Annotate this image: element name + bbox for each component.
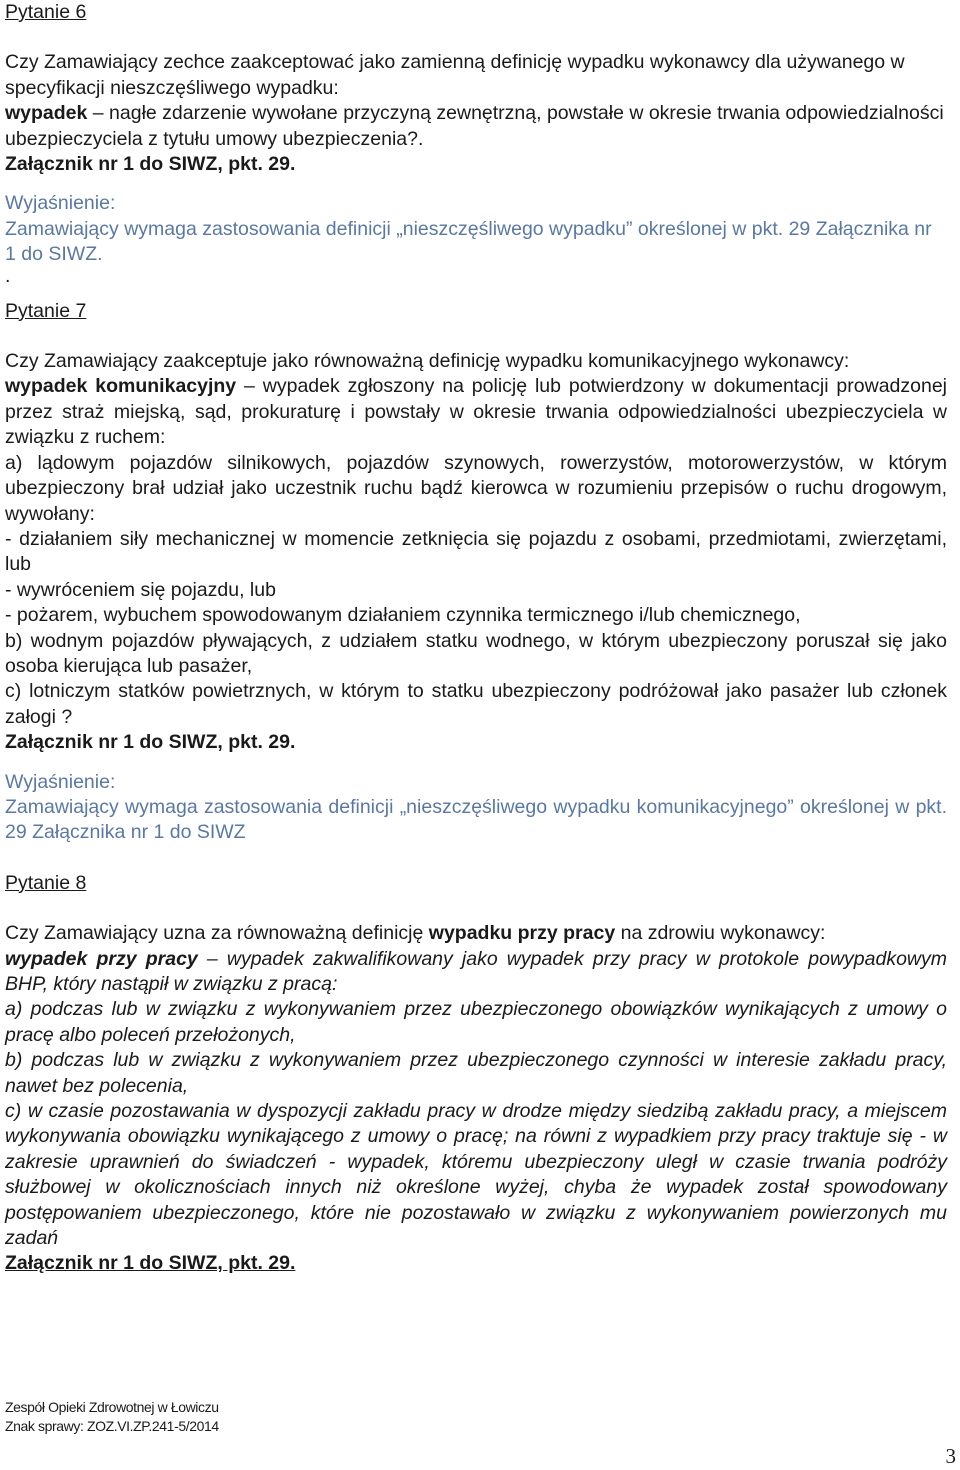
question-8-point-a: a) podczas lub w związku z wykonywaniem przez ubezpieczonego obowiązków wynikających z umowy o pracę albo poleceń przełożonych,	[5, 998, 947, 1046]
question-7-definition-text: – wypadek zgłoszony na policję lub potwierdzony w dokumentacji prowadzonej przez straż miejską, sąd, prokuraturę i powstały w okresie trwania odpowiedzialności ubezpieczyciela w związku z ruchem:	[5, 375, 947, 449]
question-8-intro-pre: Czy Zamawiający uzna za równoważną definicję	[5, 922, 429, 945]
answer-7-label: Wyjaśnienie:	[5, 770, 116, 793]
question-8-point-c: c) w czasie pozostawania w dyspozycji zakładu pracy w drodze między siedzibą zakładu pracy, a miejscem wykonywania obowiązku wynikającego z umowy o pracę; na równi z wypadkiem przy pracy traktuje się - w zakresie uprawnień do świadczeń - wypadek, któremu ubezpieczony uległ w czasie trwania podróży służbowej w okolicznościach innych niż określone wyżej, chyba że wypadek został spowodowany postępowaniem ubezpieczonego, które nie pozostawało w związku z wykonywaniem powierzonych mu zadań	[5, 1100, 947, 1250]
question-6-intro: Czy Zamawiający zechce zaakceptować jako zamienną definicję wypadku wykonawcy dla używanego w specyfikacji nieszczęśliwego wypadku:	[5, 51, 905, 99]
question-7-term: wypadek komunikacyjny	[5, 375, 237, 398]
footer-case-number: Znak sprawy: ZOZ.VI.ZP.241-5/2014	[5, 1418, 219, 1434]
question-7-point-a3: - pożarem, wybuchem spowodowanym działaniem czynnika termicznego i/lub chemicznego,	[5, 604, 801, 627]
question-8-term: wypadek przy pracy	[5, 947, 198, 970]
question-7-intro: Czy Zamawiający zaakceptuje jako równoważną definicję wypadku komunikacyjnego wykonawcy:	[5, 350, 850, 373]
question-7-heading: Pytanie 7	[5, 299, 87, 322]
question-6-reference: Załącznik nr 1 do SIWZ, pkt. 29.	[5, 153, 296, 176]
question-8-intro-post: na zdrowiu wykonawcy:	[615, 922, 826, 945]
question-6-definition: – nagłe zdarzenie wywołane przyczyną zewnętrzną, powstałe w okresie trwania odpowiedzialności ubezpieczyciela z tytułu umowy ubezpieczenia?.	[5, 102, 944, 150]
question-7-definition	[5, 374, 947, 450]
question-7-point-c: c) lotniczym statków powietrznych, w którym to statku ubezpieczony podróżował jako pasażer lub członek załogi ?	[5, 680, 947, 728]
stray-dot: .	[5, 264, 11, 287]
question-8-heading: Pytanie 8	[5, 871, 87, 894]
answer-6-text: Zamawiający wymaga zastosowania definicji „nieszczęśliwego wypadku” określonej w pkt. 29 Załącznika nr 1 do SIWZ.	[5, 217, 932, 266]
question-7-point-a2: - wywróceniem się pojazdu, lub	[5, 578, 276, 601]
question-8-intro	[5, 921, 947, 946]
page-number: 3	[945, 1444, 956, 1468]
footer-organization: Zespół Opieki Zdrowotnej w Łowiczu	[5, 1399, 219, 1415]
question-8-point-b: b) podczas lub w związku z wykonywaniem przez ubezpieczonego czynności w interesie zakładu pracy, nawet bez polecenia,	[5, 1049, 947, 1097]
question-8-intro-bold: wypadku przy pracy	[428, 922, 616, 945]
question-6-term: wypadek	[5, 102, 88, 125]
answer-7-text: Zamawiający wymaga zastosowania definicji „nieszczęśliwego wypadku komunikacyjnego” określonej w pkt. 29 Załącznika nr 1 do SIWZ	[5, 795, 947, 844]
document-page	[5, 0, 947, 1277]
question-6-heading: Pytanie 6	[5, 1, 87, 23]
question-7-point-b: b) wodnym pojazdów pływających, z udziałem statku wodnego, w którym ubezpieczony poruszał się jako osoba kierująca lub pasażer,	[5, 629, 947, 677]
question-8-definition	[5, 947, 947, 998]
question-7-point-a: a) lądowym pojazdów silnikowych, pojazdów szynowych, rowerzystów, motorowerzystów, w którym ubezpieczony brał udział jako uczestnik ruchu bądź kierowca w rozumieniu przepisów o ruchu drogowym, wywołany:	[5, 451, 947, 525]
question-7-point-a1: - działaniem siły mechanicznej w momencie zetknięcia się pojazdu z osobami, przedmiotami, zwierzętami, lub	[5, 527, 947, 576]
answer-6-label: Wyjaśnienie:	[5, 192, 116, 215]
question-8-reference: Załącznik nr 1 do SIWZ, pkt. 29.	[5, 1252, 296, 1275]
question-8-definition-text: – wypadek zakwalifikowany jako wypadek przy pracy w protokole powypadkowym BHP, który nastąpił w związku z pracą:	[5, 947, 947, 995]
question-6-text	[5, 50, 947, 152]
question-7-reference: Załącznik nr 1 do SIWZ, pkt. 29.	[5, 731, 296, 754]
footer	[5, 1398, 219, 1436]
